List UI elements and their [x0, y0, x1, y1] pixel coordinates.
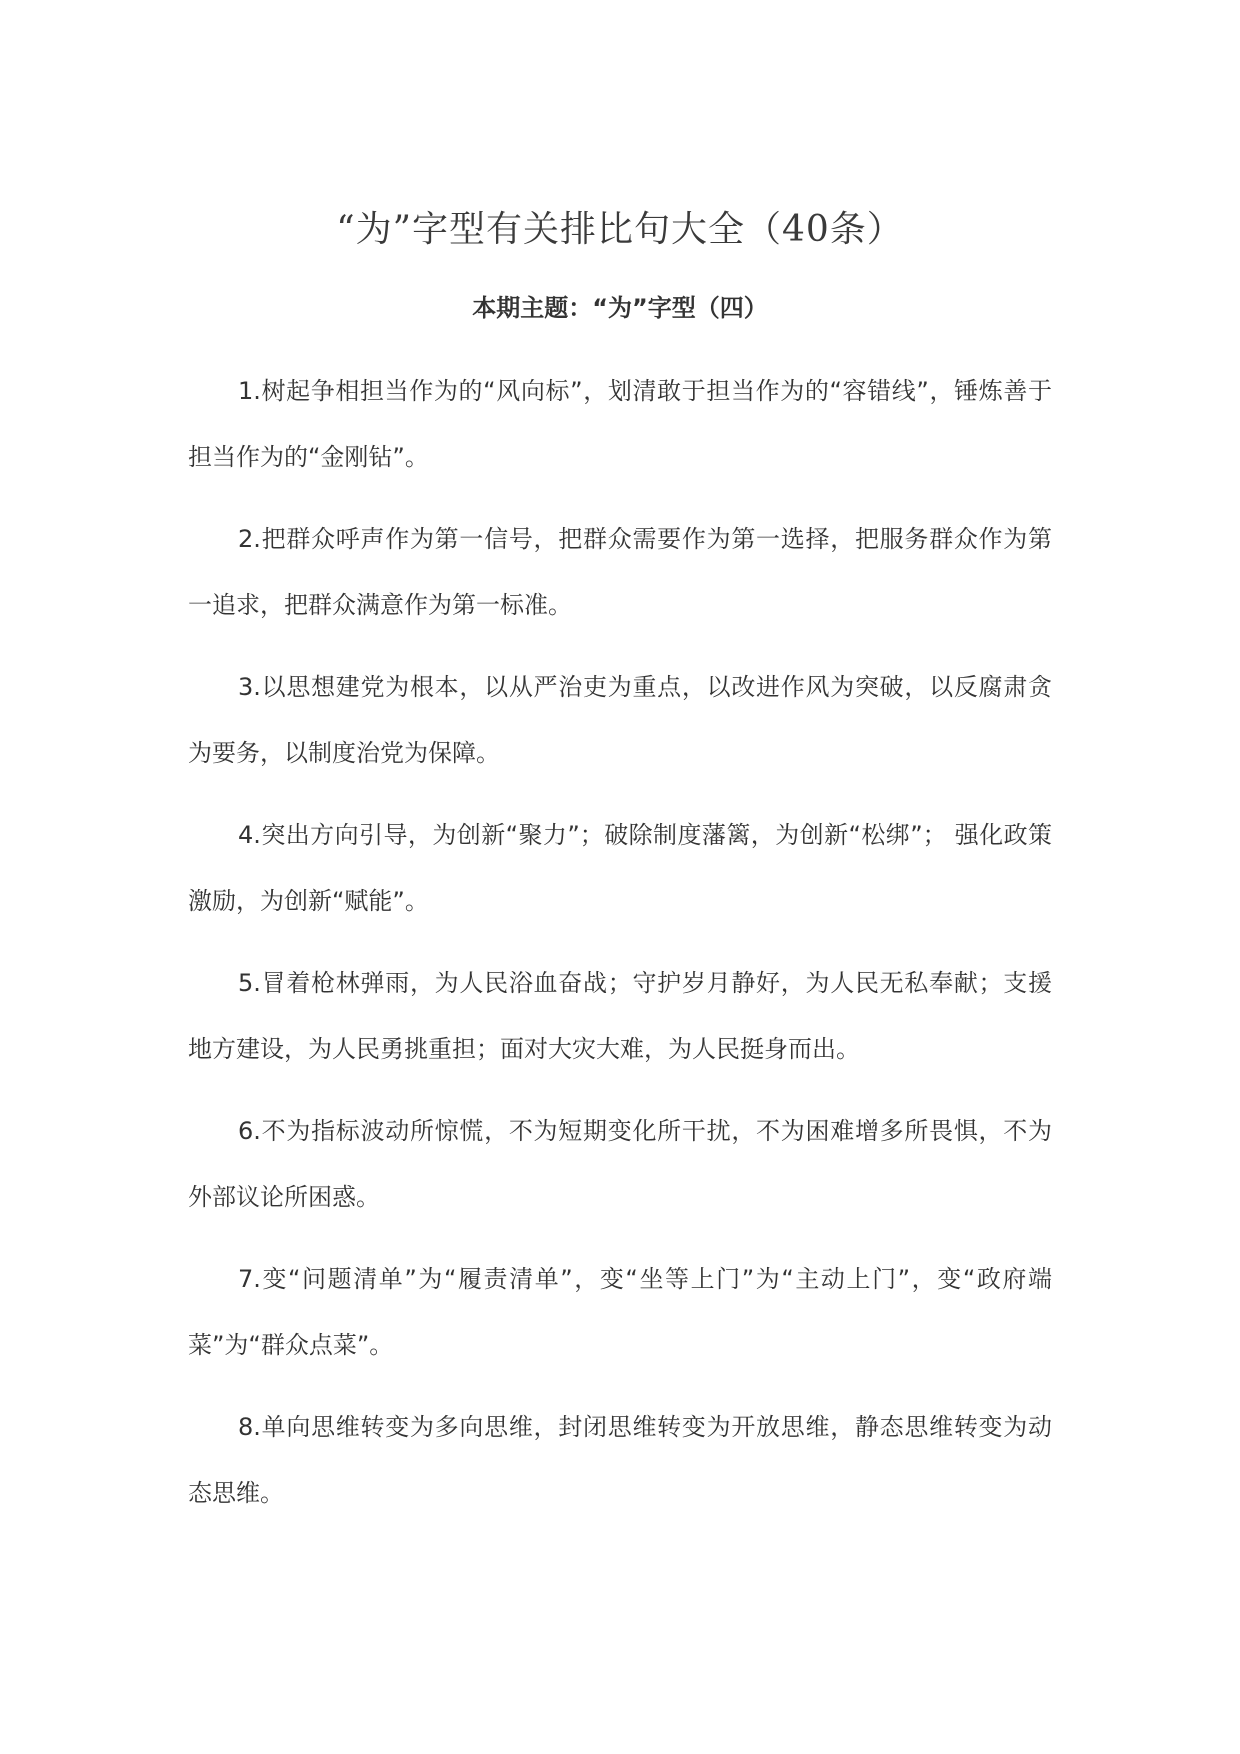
paragraph-6: 6.不为指标波动所惊慌，不为短期变化所干扰，不为困难增多所畏惧，不为外部议论所困惑。 — [188, 1117, 1052, 1211]
paragraph-5: 5.冒着枪林弹雨，为人民浴血奋战；守护岁月静好，为人民无私奉献；支援地方建设，为人民勇挑重担；面对大灾大难，为人民挺身而出。 — [188, 969, 1052, 1063]
document-title: “为”字型有关排比句大全（40条） — [336, 209, 904, 250]
document-subtitle: 本期主题：“为”字型（四） — [472, 294, 768, 322]
document-body — [188, 358, 1052, 1542]
paragraph-2: 2.把群众呼声作为第一信号，把群众需要作为第一选择，把服务群众作为第一追求，把群众满意作为第一标准。 — [188, 525, 1052, 619]
paragraph-4: 4.突出方向引导，为创新“聚力”；破除制度藩篱，为创新“松绑”； 强化政策激励，为创新“赋能”。 — [188, 821, 1052, 915]
paragraph-8: 8.单向思维转变为多向思维，封闭思维转变为开放思维，静态思维转变为动态思维。 — [188, 1413, 1052, 1507]
paragraph-7: 7.变“问题清单”为“履责清单”，变“坐等上门”为“主动上门”，变“政府端菜”为“群众点菜”。 — [188, 1265, 1052, 1359]
paragraph-1: 1.树起争相担当作为的“风向标”，划清敢于担当作为的“容错线”，锤炼善于担当作为的“金刚钻”。 — [188, 377, 1052, 471]
paragraph-3: 3.以思想建党为根本，以从严治吏为重点，以改进作风为突破，以反腐肃贪为要务，以制度治党为保障。 — [188, 673, 1052, 767]
